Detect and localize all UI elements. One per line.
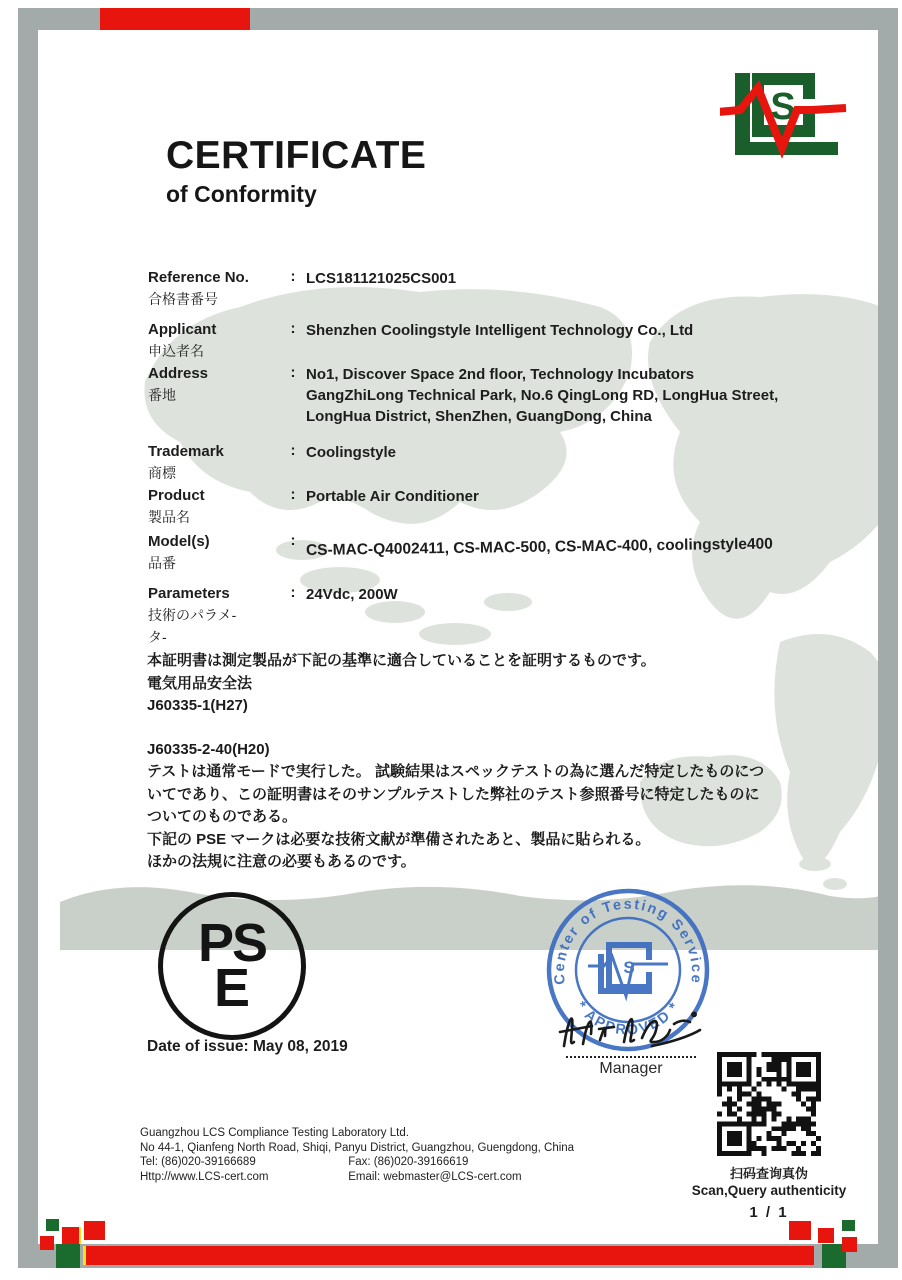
confetti-red-right-1 xyxy=(789,1221,811,1240)
field-label: Product xyxy=(148,487,205,504)
field-label: Model(s) xyxy=(148,533,210,550)
title-block xyxy=(166,134,426,208)
qr-caption-en: Scan,Query authenticity xyxy=(691,1183,847,1198)
lab-fax: Fax: (86)020-39166619 xyxy=(348,1156,469,1168)
confetti-red-right-3 xyxy=(842,1237,857,1252)
field-label-jp: 品番 xyxy=(148,555,176,571)
field-label-jp: 技術のパラメ- xyxy=(148,607,237,623)
confetti-green-left xyxy=(46,1219,59,1231)
field-value: 24Vdc, 200W xyxy=(306,586,398,603)
stamp-arc-bottom-text: * APPROVED * xyxy=(572,998,684,1039)
stamp-logo-letter: S xyxy=(623,958,635,977)
field-parameters xyxy=(148,584,798,647)
field-value xyxy=(306,364,798,427)
pse-mark-e: E xyxy=(213,958,251,1018)
field-value: CS-MAC-Q4002411, CS-MAC-500, CS-MAC-400, coolingstyle400 xyxy=(305,535,773,559)
lab-email: Email: webmaster@LCS-cert.com xyxy=(348,1170,522,1183)
bottom-red-bar xyxy=(86,1246,814,1265)
certificate-title: CERTIFICATE xyxy=(166,134,427,177)
bottom-green-square-left xyxy=(56,1244,80,1268)
field-colon: : xyxy=(290,268,296,285)
statement-line: テストは通常モードで実行した。 試験結果はスペックテストの為に選んだ特定したものにつ xyxy=(147,763,765,780)
address-line-2: GangZhiLong Technical Park, No.6 QingLong RD, LongHua Street, xyxy=(306,387,779,404)
field-label-jp: 商標 xyxy=(148,465,176,481)
stamp-lcs-logo xyxy=(588,942,668,996)
field-label: Applicant xyxy=(148,321,217,338)
frame-right xyxy=(878,8,898,1268)
statement-line: 本証明書は測定製品が下記の基準に適合していることを証明するものです。 xyxy=(147,652,656,669)
field-label-jp-2: タ- xyxy=(148,629,167,645)
qr-block xyxy=(676,1052,862,1221)
field-label: Trademark xyxy=(148,443,224,460)
field-colon: : xyxy=(290,364,296,381)
page-number: 1 / 1 xyxy=(749,1204,789,1221)
date-of-issue: Date of issue: May 08, 2019 xyxy=(147,1038,348,1055)
field-colon: : xyxy=(290,486,296,503)
field-colon: : xyxy=(290,320,296,337)
stamp-arc-top-text: Center of Testing Service xyxy=(551,896,705,986)
field-models xyxy=(148,532,798,573)
field-label: Parameters xyxy=(148,585,230,602)
confetti-red-right-2 xyxy=(818,1228,834,1243)
address-line-3: LongHua District, ShenZhen, GuangDong, China xyxy=(306,408,652,425)
lab-tel: Tel: (86)020-39166689 xyxy=(140,1156,256,1168)
field-label-jp: 番地 xyxy=(148,387,176,403)
field-value: Shenzhen Coolingstyle Intelligent Technology Co., Ltd xyxy=(306,322,694,339)
field-applicant xyxy=(148,320,798,361)
top-red-block xyxy=(100,8,250,30)
field-label: Address xyxy=(148,365,209,382)
lab-address: No 44-1, Qianfeng North Road, Shiqi, Panyu District, Guangzhou, Guengdong, China xyxy=(140,1141,575,1154)
field-label-jp: 製品名 xyxy=(148,509,190,525)
signature-line xyxy=(566,1036,696,1058)
lcs-logo-letter: S xyxy=(770,86,796,128)
field-label-jp: 合格書番号 xyxy=(148,291,218,307)
field-value: LCS181121025CS001 xyxy=(306,270,457,287)
qr-caption-cn: 扫码查询真伪 xyxy=(729,1166,808,1181)
field-value: Portable Air Conditioner xyxy=(306,488,479,505)
lab-name: Guangzhou LCS Compliance Testing Laboratory Ltd. xyxy=(140,1127,409,1139)
statement-line: ほかの法規に注意の必要もあるのです。 xyxy=(147,853,416,870)
field-label-jp: 申込者名 xyxy=(148,343,204,359)
field-address xyxy=(148,364,798,427)
statement-line: 電気用品安全法 xyxy=(147,674,253,692)
bottom-yellow-sliver-left xyxy=(83,1246,86,1265)
confetti-red-left-2 xyxy=(62,1227,81,1244)
pse-mark xyxy=(158,892,306,1040)
lcs-logo xyxy=(720,58,855,163)
statement-block xyxy=(147,650,797,874)
field-trademark xyxy=(148,442,798,483)
address-line-1: No1, Discover Space 2nd floor, Technology Incubators xyxy=(306,366,695,383)
field-colon: : xyxy=(290,442,296,459)
frame-left xyxy=(18,8,38,1268)
field-value: Coolingstyle xyxy=(306,444,397,461)
confetti-red-left-3 xyxy=(84,1221,105,1240)
manager-label: Manager xyxy=(599,1060,663,1077)
confetti-green-right xyxy=(842,1220,855,1231)
lab-website: Http://www.LCS-cert.com xyxy=(140,1170,269,1183)
field-product xyxy=(148,486,798,527)
field-colon: : xyxy=(290,584,296,601)
qr-code xyxy=(717,1052,821,1156)
standard-line: J60335-1(H27) xyxy=(147,697,248,714)
footer-block xyxy=(140,1126,574,1184)
certificate-subtitle: of Conformity xyxy=(166,181,317,207)
statement-line: いてであり、この証明書はそのサンプルテストした弊社のテスト参照番号に特定したものに xyxy=(147,785,760,803)
confetti-red-left-1 xyxy=(40,1236,54,1250)
statement-line: 下記の PSE マークは必要な技術文献が準備されたあと、製品に貼られる。 xyxy=(147,830,651,848)
field-label: Reference No. xyxy=(148,269,249,286)
pse-mark-ps: PS xyxy=(197,912,267,973)
statement-line: ついてのものである。 xyxy=(147,808,298,825)
standard-line: J60335-2-40(H20) xyxy=(147,740,270,758)
field-reference xyxy=(148,268,798,309)
field-colon: : xyxy=(290,532,296,549)
